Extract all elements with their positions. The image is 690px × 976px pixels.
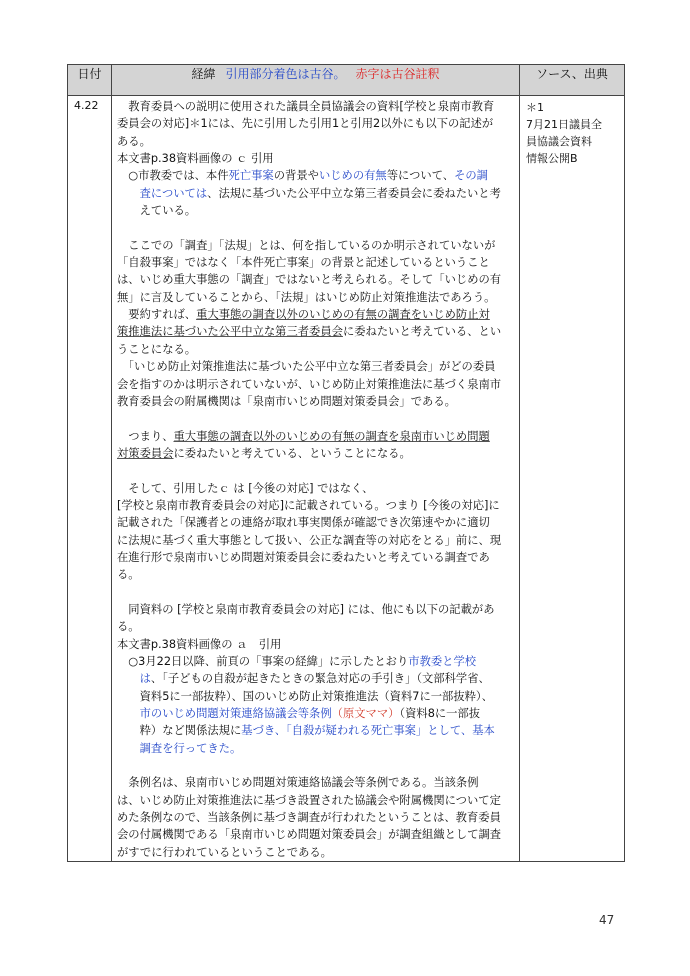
quote-line: 市のいじめ問題対策連絡協議会等条例（原文ママ）（資料8に一部抜 (117, 707, 481, 721)
text-line: がすでに行われているということである。 (117, 845, 332, 859)
text-line: 本文書p.38資料画像の ａ 引用 (117, 637, 282, 651)
text-line: は、いじめ重大事態の「調査」ではないと考えられる。そして「いじめの有 (117, 273, 502, 287)
row-date: 4.22 (68, 96, 112, 862)
header-date: 日付 (68, 65, 112, 96)
text-line: は、いじめ防止対策推進法に基づき設置された協議会や附属機関について定 (117, 793, 501, 807)
text-line: 「自殺事案」ではなく「本件死亡事案」の背景と記述しているということ (117, 256, 490, 270)
text-line: 在進行形で泉南市いじめ問題対策委員会に委ねたいと考えている調査であ (117, 550, 490, 564)
source-line: 7月21日議員全 (526, 118, 602, 131)
text-line: 条例名は、泉南市いじめ問題対策連絡協議会等条例である。当該条例 (117, 776, 479, 790)
text-line: 会の付属機関である「泉南市いじめ問題対策委員会」が調査組織として調査 (117, 828, 502, 842)
source-line: ＊1 (526, 101, 544, 114)
quote-line: えている。 (117, 204, 197, 218)
text-line: 本文書p.38資料画像の ｃ 引用 (117, 152, 274, 166)
text-line: ある。 (117, 134, 151, 148)
text-line: 同資料の [学校と泉南市教育委員会の対応] には、他にも以下の記載があ (117, 602, 495, 616)
text-line: 要約すれば、重大事態の調査以外のいじめの有無の調査をいじめ防止対 (117, 308, 490, 322)
quote-line: ○市教委では、本件死亡事案の背景やいじめの有無等について、その調 (117, 169, 488, 183)
source-line: 員協議会資料 (526, 135, 592, 148)
text-line: 教育委員への説明に使用された議員全員協議会の資料[学校と泉南市教育 (117, 100, 495, 113)
row-source (520, 96, 625, 862)
text-line: そして、引用したｃ は [今後の対応] ではなく、 (117, 481, 374, 495)
text-line: 無」に言及していることから、「法規」はいじめ防止対策推進法であろう。 (117, 290, 496, 304)
source-line: 情報公開B (526, 152, 578, 165)
row-body (112, 96, 520, 862)
header-note-blue: 引用部分着色は古谷。 (225, 67, 346, 81)
header-body (112, 65, 520, 96)
text-line: る。 (117, 620, 140, 634)
text-line: 委員会の対応]＊1には、先に引用した引用1と引用2以外にも以下の記述が (117, 117, 494, 131)
quote-line: 粋）など関係法規に基づき、「自殺が疑われる死亡事案」として、基本 (117, 724, 495, 738)
text-line: る。 (117, 568, 140, 582)
quote-line: 資料5に一部抜粋）、国のいじめ防止対策推進法（資料7に一部抜粋）、 (117, 689, 493, 703)
text-line: 「いじめ防止対策推進法に基づいた公平中立な第三者委員会」がどの委員 (117, 360, 496, 374)
text-line: に法規に基づく重大事態として扱い、公正な調査等の対応をとる」前に、現 (117, 533, 502, 547)
header-source: ソース、出典 (520, 65, 625, 96)
text-line: 策推進法に基づいた公平中立な第三者委員会に委ねたいと考えている、とい (117, 325, 502, 339)
text-line: うことになる。 (117, 342, 197, 356)
text-line: ここでの「調査」「法規」とは、何を指しているのか明示されていないが (117, 238, 496, 252)
quote-line: 査については、法規に基づいた公平中立な第三者委員会に委ねたいと考 (117, 186, 501, 200)
page-number: 47 (599, 913, 615, 927)
header-body-title: 経緯 (191, 67, 216, 81)
quote-line: は、「子どもの自殺が起きたときの緊急対応の手引き」（文部科学省、 (117, 672, 490, 686)
text-line: つまり、重大事態の調査以外のいじめの有無の調査を泉南市いじめ問題 (117, 429, 490, 443)
quote-line: ○3月22日以降、前頁の「事案の経緯」に示したとおり市教委と学校 (117, 655, 477, 668)
text-line: 教育委員会の附属機関は「泉南市いじめ問題対策委員会」である。 (117, 394, 456, 408)
body-text (112, 96, 519, 861)
table-header-row (68, 65, 625, 96)
quote-line: 調査を行ってきた。 (117, 741, 242, 755)
chronology-table (67, 64, 625, 862)
text-line: 会を指すのかは明示されていないが、いじめ防止対策推進法に基づく泉南市 (117, 377, 502, 391)
text-line: 対策委員会に委ねたいと考えている、ということになる。 (117, 446, 411, 460)
text-line: めた条例なので、当該条例に基づき調査が行われたということは、教育委員 (117, 811, 501, 825)
table-row (68, 96, 625, 862)
text-line: [学校と泉南市教育委員会の対応]に記載されている。つまり [今後の対応]に (117, 498, 500, 512)
text-line: 記載された「保護者との連絡が取れ事実関係が確認でき次第速やかに適切 (117, 516, 490, 530)
header-note-red: 赤字は古谷註釈 (355, 67, 440, 81)
